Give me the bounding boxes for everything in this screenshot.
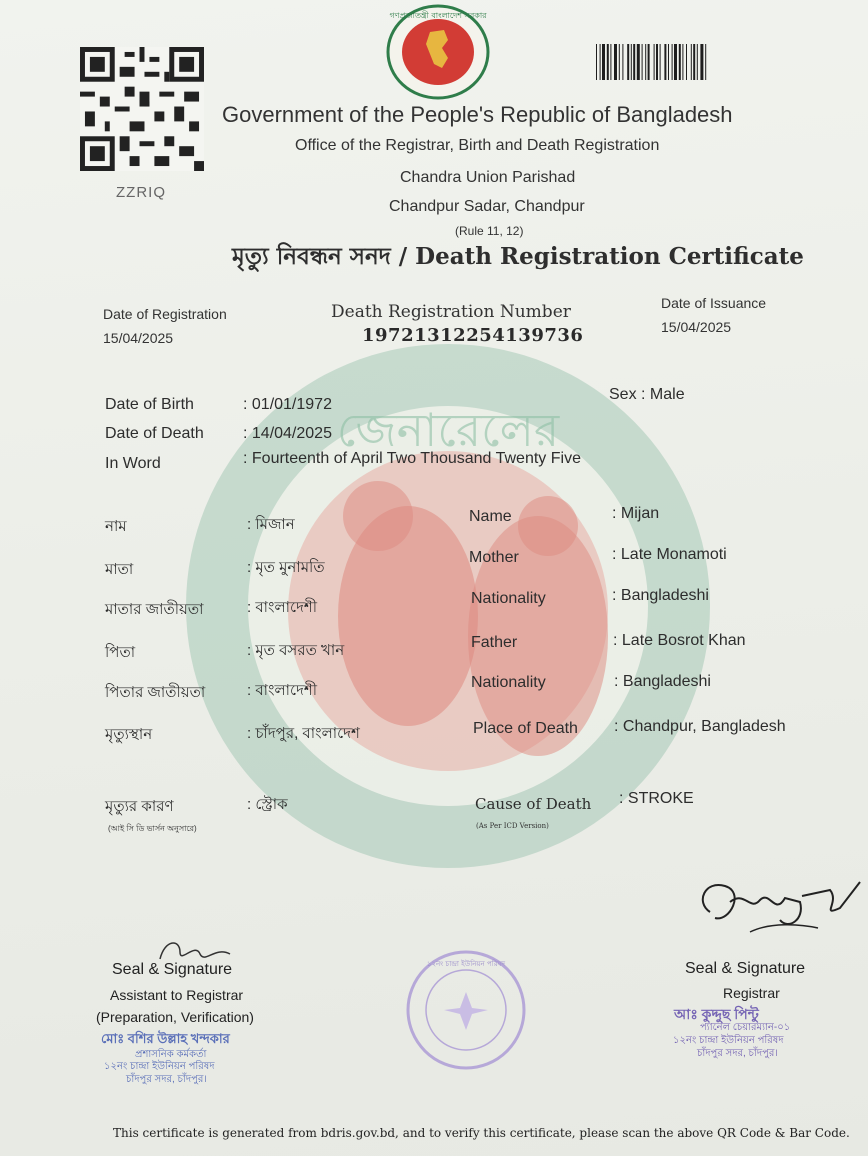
registration-date-label: Date of Registration <box>103 306 227 322</box>
government-seal-icon <box>386 4 490 100</box>
bn-place-value: : চাঁদপুর, বাংলাদেশ <box>247 725 360 742</box>
bn-cause-note: (আই সি ডি ভার্সন অনুসারে) <box>108 824 197 833</box>
footer-note: This certificate is generated from bdris.gov.bd, and to verify this certificate, please scan the above QR Code & Bar Code. <box>113 1126 850 1140</box>
sex-field: Sex : Male <box>609 386 685 403</box>
birth-date-label: Date of Birth <box>105 396 194 413</box>
bn-cause-value: : স্ট্রোক <box>247 796 288 813</box>
bn-name-label: নাম <box>105 518 127 535</box>
registration-date-value: 15/04/2025 <box>103 330 174 346</box>
right-seal-title: Seal & Signature <box>685 960 806 977</box>
left-role: Assistant to Registrar <box>110 987 244 1003</box>
qr-code-text: ZZRIQ <box>116 184 166 201</box>
left-stamp-name: মোঃ বশির উল্লাহ খন্দকার <box>101 1031 230 1046</box>
bn-mother-nationality-label: মাতার জাতীয়তা <box>105 601 204 618</box>
inword-value: : Fourteenth of April Two Thousand Twenty Five <box>243 450 581 467</box>
bn-name-value: : মিজান <box>247 516 295 533</box>
union-name: Chandra Union Parishad <box>400 169 576 186</box>
right-role: Registrar <box>723 985 780 1001</box>
left-stamp-line2: প্রশাসনিক কর্মকর্তা <box>135 1049 207 1060</box>
right-stamp-line4: চাঁদপুর সদর, চাঁদপুর। <box>697 1048 778 1059</box>
en-mother-nationality-value: : Bangladeshi <box>612 587 709 604</box>
rule-reference: (Rule 11, 12) <box>455 224 524 238</box>
right-stamp-line3: ১২নং চান্দ্রা ইউনিয়ন পরিষদ <box>673 1035 784 1046</box>
left-role-sub: (Preparation, Verification) <box>96 1009 254 1025</box>
right-stamp-name: আঃ কুদ্দুছ পিন্টু <box>674 1006 759 1022</box>
en-name-label: Name <box>469 508 512 525</box>
issuance-date-value: 15/04/2025 <box>661 319 732 335</box>
issuance-date-label: Date of Issuance <box>661 295 767 311</box>
center-stamp-text: ১২নং চান্দ্রা ইউনিয়ন পরিষদ <box>426 960 506 968</box>
registrar-signature <box>690 872 866 948</box>
en-name-value: : Mijan <box>612 505 660 522</box>
bn-place-label: মৃত্যুস্থান <box>105 726 153 743</box>
inword-label: In Word <box>105 455 161 472</box>
en-father-nationality-value: : Bangladeshi <box>614 673 711 690</box>
registration-number-label: Death Registration Number <box>331 302 571 322</box>
en-place-label: Place of Death <box>473 720 578 737</box>
bn-father-nationality-label: পিতার জাতীয়তা <box>105 684 206 701</box>
en-father-value: : Late Bosrot Khan <box>613 632 746 649</box>
qr-code[interactable] <box>80 47 204 171</box>
en-mother-nationality-label: Nationality <box>471 590 546 607</box>
left-stamp-line3: ১২নং চান্দ্রা ইউনিয়ন পরিষদ <box>104 1061 215 1072</box>
death-date-label: Date of Death <box>105 425 204 442</box>
bn-father-label: পিতা <box>105 644 136 661</box>
bn-mother-value: : মৃত মুনামতি <box>247 559 325 576</box>
en-father-nationality-label: Nationality <box>471 674 546 691</box>
bn-mother-nationality-value: : বাংলাদেশী <box>247 599 318 616</box>
barcode[interactable] <box>596 44 816 80</box>
district-name: Chandpur Sadar, Chandpur <box>389 198 585 215</box>
en-cause-value: : STROKE <box>619 790 694 807</box>
union-round-stamp <box>404 948 528 1072</box>
bn-father-value: : মৃত বসরত খান <box>247 642 345 659</box>
bn-mother-label: মাতা <box>105 561 134 578</box>
certificate-title: মৃত্যু নিবন্ধন সনদ / Death Registration Certificate <box>232 243 804 270</box>
birth-date-value: : 01/01/1972 <box>243 396 332 413</box>
death-date-value: : 14/04/2025 <box>243 425 332 442</box>
left-seal-title: Seal & Signature <box>112 961 233 978</box>
en-father-label: Father <box>471 634 518 651</box>
office-title: Office of the Registrar, Birth and Death Registration <box>295 137 660 154</box>
left-stamp-line4: চাঁদপুর সদর, চাঁদপুর। <box>126 1074 207 1085</box>
right-stamp-line2: প্যানেল চেয়ারম্যান-০১ <box>700 1022 791 1033</box>
government-title: Government of the People's Republic of Bangladesh <box>222 102 733 127</box>
en-mother-label: Mother <box>469 549 519 566</box>
seal-text: গণপ্রজাতন্ত্রী বাংলাদেশ সরকার <box>389 11 487 20</box>
watermark-text: জেনারেলের <box>336 403 560 457</box>
bn-father-nationality-value: : বাংলাদেশী <box>247 682 318 699</box>
en-cause-label: Cause of Death <box>475 795 592 813</box>
bn-cause-label: মৃত্যুর কারণ <box>105 798 174 815</box>
registration-number-value: 19721312254139736 <box>362 325 584 346</box>
en-mother-value: : Late Monamoti <box>612 546 727 563</box>
en-place-value: : Chandpur, Bangladesh <box>614 718 786 735</box>
en-cause-note: (As Per ICD Version) <box>476 822 549 830</box>
